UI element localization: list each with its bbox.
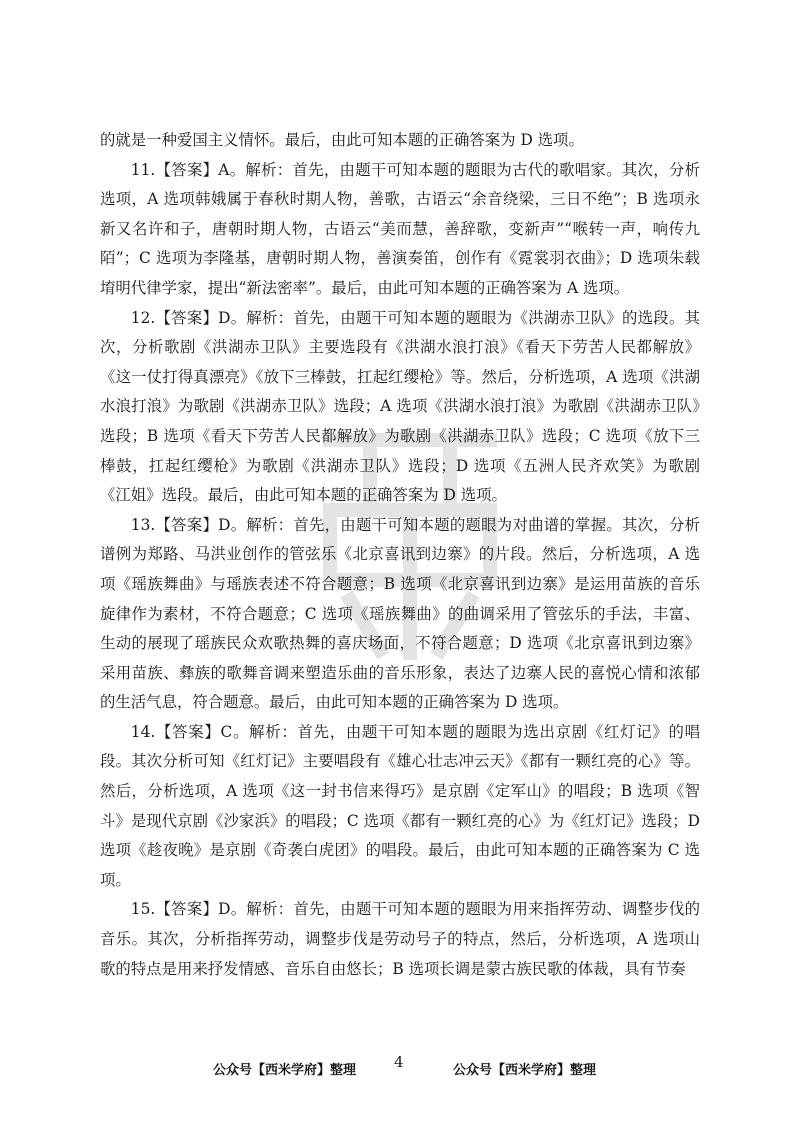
page-number: 4 — [394, 1053, 404, 1071]
paragraph-answer-12: 12.【答案】D。解析：首先，由题干可知本题的题眼为《洪湖赤卫队》的选段。其次，分析歌剧《洪湖赤卫队》主要选段有《洪湖水浪打浪》《看天下劳苦人民都解放》《这一仗打得真漂亮》《放下三棒鼓，扛起红缨枪》等。然后，分析选项，A 选项《洪湖水浪打浪》为歌剧《洪湖赤卫队》选段；A 选项《洪湖水浪打浪》为歌剧《洪湖赤卫队》选段；B 选项《看天下劳苦人民都解放》为歌剧《洪湖赤卫队》选段；C 选项《放下三棒鼓，扛起红缨枪》为歌剧《洪湖赤卫队》选段；D 选项《五洲人民齐欢笑》为歌剧《江姐》选段。最后，由此可知本题的正确答案为 D 选项。 — [100, 308, 700, 505]
page-footer — [0, 1053, 800, 1083]
paragraph-answer-15: 15.【答案】D。解析：首先，由题干可知本题的题眼为用来指挥劳动、调整步伐的音乐。其次，分析指挥劳动，调整步伐是劳动号子的特点，然后，分析选项，A 选项山歌的特点是用来抒发情感、音乐自由悠长；B 选项长调是蒙古族民歌的体裁，具有节奏 — [100, 900, 700, 978]
paragraph-continuation: 的就是一种爱国主义情怀。最后，由此可知本题的正确答案为 D 选项。 — [100, 131, 584, 149]
footer-right-credit: 公众号【西米学府】整理 — [453, 1063, 597, 1078]
paragraph-answer-11: 11.【答案】A。解析：首先，由题干可知本题的题眼为古代的歌唱家。其次，分析选项，A 选项韩娥属于春秋时期人物，善歌，古语云“余音绕梁，三日不绝”；B 选项永新又名许和子，唐朝时期人物，古语云“美而慧，善辞歌，变新声”“喉转一声，响传九陌”；C 选项为李隆基，唐朝时期人物，善演奏笛，创作有《霓裳羽衣曲》；D 选项朱载堉明代律学家，提出“新法密率”。最后，由此可知本题的正确答案为 A 选项。 — [100, 160, 700, 297]
paragraph-answer-13: 13.【答案】D。解析：首先，由题干可知本题的题眼为对曲谱的掌握。其次，分析谱例为郑路、马洪业创作的管弦乐《北京喜讯到边寨》的片段。然后，分析选项，A 选项《瑶族舞曲》与瑶族表述不符合题意；B 选项《北京喜讯到边寨》是运用苗族的音乐旋律作为素材，不符合题意；C 选项《瑶族舞曲》的曲调采用了管弦乐的手法，丰富、生动的展现了瑶族民众欢歌热舞的喜庆场面，不符合题意；D 选项《北京喜讯到边寨》采用苗族、彝族的歌舞音调来塑造乐曲的音乐形象，表达了边寨人民的喜悦心情和浓郁的生活气息，符合题意。最后，由此可知本题的正确答案为 D 选项。 — [100, 515, 700, 712]
footer-left-credit: 公众号【西米学府】整理 — [213, 1063, 357, 1078]
paragraph-answer-14: 14.【答案】C。解析：首先，由题干可知本题的题眼为选出京剧《红灯记》的唱段。其次分析可知《红灯记》主要唱段有《雄心壮志冲云天》《都有一颗红亮的心》等。然后，分析选项，A 选项《这一封书信来得巧》是京剧《定军山》的唱段；B 选项《智斗》是现代京剧《沙家浜》的唱段；C 选项《都有一颗红亮的心》为《红灯记》选段；D 选项《趁夜晚》是京剧《奇袭白虎团》的唱段。最后，由此可知本题的正确答案为 C 选项。 — [100, 722, 700, 889]
answer-explanations — [100, 126, 700, 984]
